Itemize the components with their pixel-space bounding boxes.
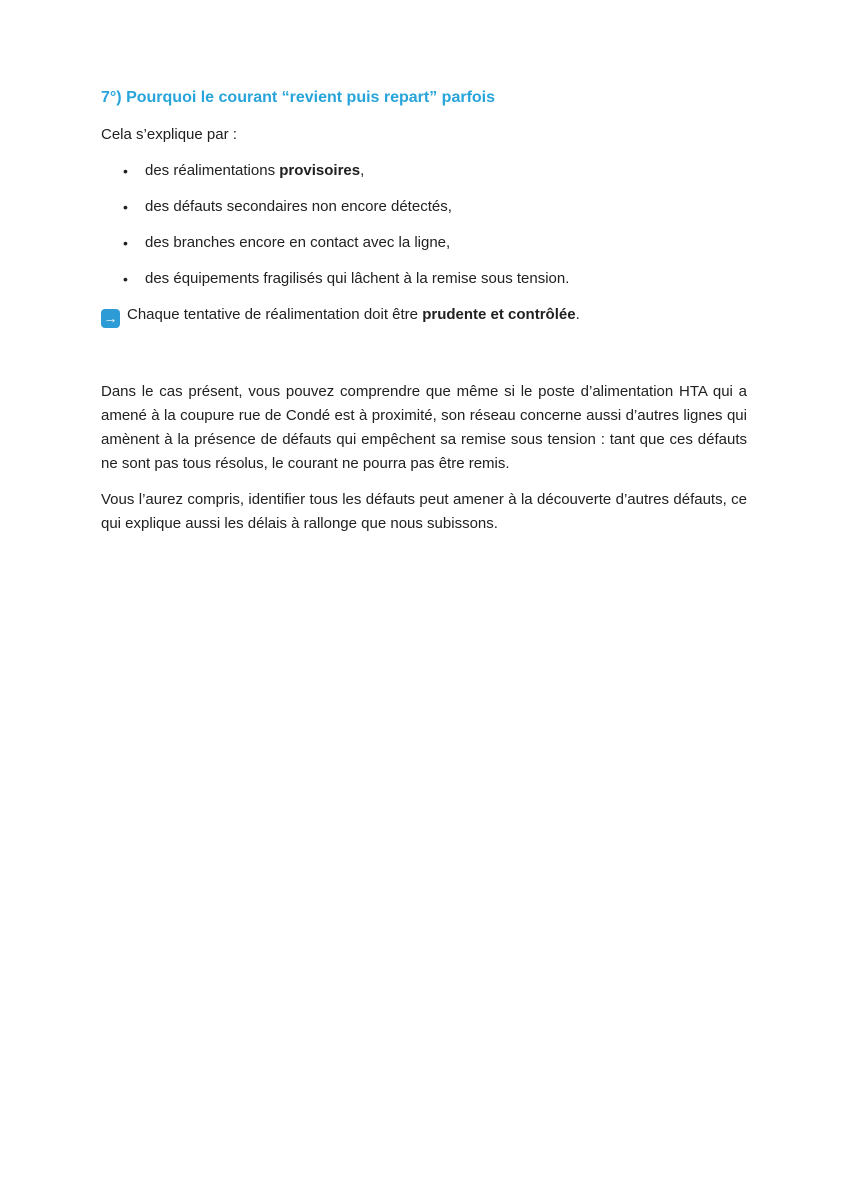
bullet-icon: • bbox=[123, 163, 128, 179]
section-heading: 7°) Pourquoi le courant “revient puis repart” parfois bbox=[101, 89, 496, 106]
list-item-text-tail: , bbox=[360, 162, 365, 179]
list-item-text-bold: provisoires bbox=[279, 162, 361, 179]
list-item-text bbox=[145, 195, 452, 219]
list-item-text bbox=[145, 231, 450, 255]
bullet-icon: • bbox=[123, 235, 128, 251]
paragraph: Vous l’aurez compris, identifier tous les défauts peut amener à la découverte d’autres défauts, ce qui explique aussi les délais à rallonge que nous subissons. bbox=[101, 490, 747, 532]
list-item-text-normal: des défauts secondaires non encore détectés, bbox=[145, 198, 452, 215]
callout-text-tail: . bbox=[575, 306, 580, 323]
right-arrow-icon: → bbox=[101, 309, 120, 328]
list-item-text-normal: des réalimentations bbox=[145, 162, 280, 179]
list-item-text bbox=[145, 159, 364, 183]
list-item-text-normal: des branches encore en contact avec la ligne, bbox=[145, 234, 451, 251]
list-item bbox=[123, 267, 747, 291]
list-item bbox=[123, 195, 747, 219]
reason-list bbox=[101, 159, 747, 291]
callout-text-bold: prudente et contrôlée bbox=[422, 306, 576, 323]
callout-text-normal: Chaque tentative de réalimentation doit être bbox=[127, 306, 423, 323]
list-item-text bbox=[145, 267, 569, 291]
list-item bbox=[123, 231, 747, 255]
list-item-text-normal: des équipements fragilisés qui lâchent à la remise sous tension. bbox=[145, 270, 570, 287]
list-item bbox=[123, 159, 747, 183]
bullet-icon: • bbox=[123, 199, 128, 215]
bullet-icon: • bbox=[123, 271, 128, 287]
callout-line bbox=[101, 303, 747, 328]
intro-text: Cela s’explique par : bbox=[101, 126, 237, 143]
document-content bbox=[101, 88, 747, 536]
paragraph: Dans le cas présent, vous pouvez comprendre que même si le poste d’alimentation HTA qui a amené à la coupure rue de Condé est à proximité, son réseau concerne aussi d’autres lignes qui amènent à la présence de défauts qui empêchent sa remise sous tension : tant que ces défauts ne sont pas tous résolus, le courant ne pourra pas être remis. bbox=[101, 382, 747, 472]
